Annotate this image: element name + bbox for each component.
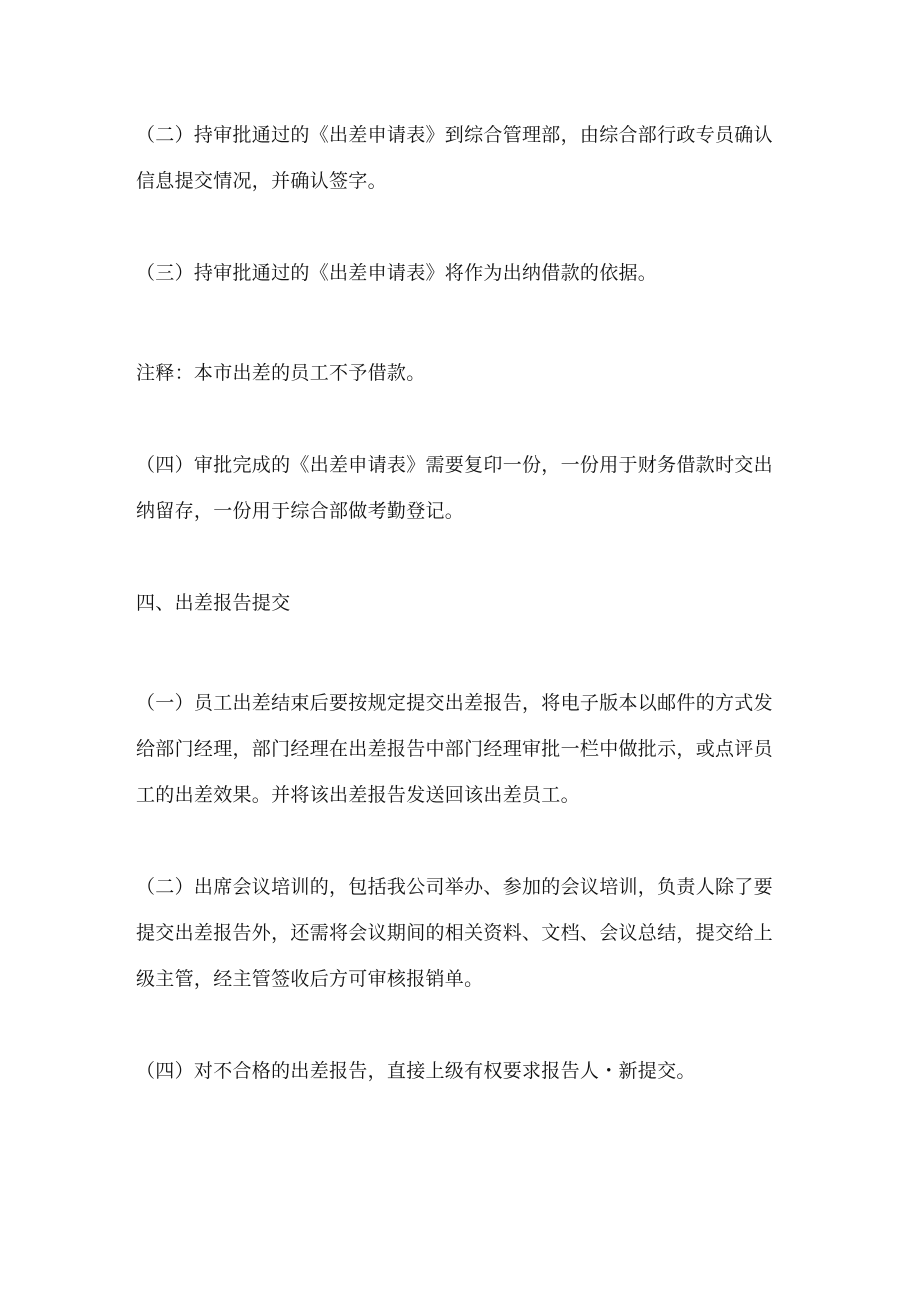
paragraph-cashier-basis: （三）持审批通过的《出差申请表》将作为出纳借款的依据。 — [136, 262, 658, 284]
paragraph-copy-form: （四）审批完成的《出差申请表》需要复印一份，一份用于财务借款时交出纳留存，一份用于综合部做考勤登记。 — [136, 454, 773, 522]
paragraph-unqualified-report: （四）对不合格的出差报告，直接上级有权要求报告人・新提交。 — [136, 1060, 696, 1082]
paragraph-meeting-training: （二）出席会议培训的，包括我公司举办、参加的会议培训，负责人除了要提交出差报告外，还需将会议期间的相关资料、文档、会议总结，提交给上级主管，经主管签收后方可审核报销单。 — [136, 876, 773, 990]
document-body — [136, 112, 792, 1094]
section-heading-report-submission: 四、出差报告提交 — [136, 592, 291, 614]
paragraph-submit-report: （一）员工出差结束后要按规定提交出差报告，将电子版本以邮件的方式发给部门经理，部门经理在出差报告中部门经理审批一栏中做批示，或点评员工的出差效果。并将该出差报告发送回该出差员工。 — [136, 692, 773, 806]
paragraph-note-local-travel: 注释：本市出差的员工不予借款。 — [136, 362, 426, 384]
paragraph-approval-confirm: （二）持审批通过的《出差申请表》到综合管理部，由综合部行政专员确认信息提交情况，并确认签字。 — [136, 124, 773, 192]
